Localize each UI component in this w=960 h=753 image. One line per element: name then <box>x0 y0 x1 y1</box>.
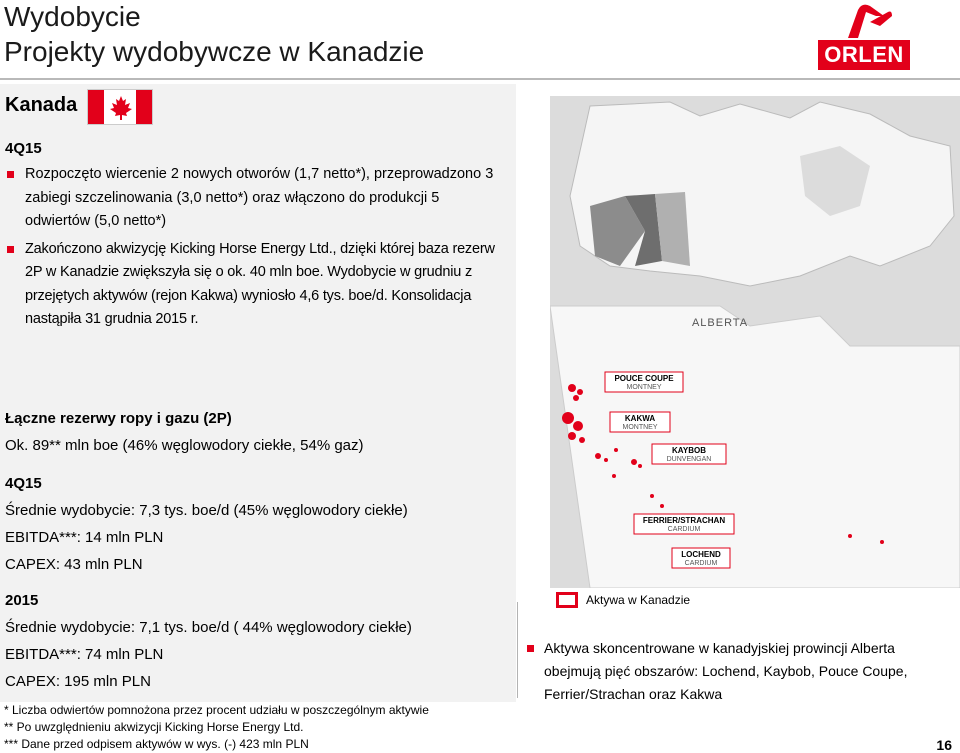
map-area-sub: MONTNEY <box>626 384 662 391</box>
orlen-logo <box>818 2 910 70</box>
map-area-name: KAYBOB <box>672 446 706 455</box>
bullet-text: Aktywa skoncentrowane w kanadyjskiej prowincji Alberta obejmują pięć obszarów: Lochend, Kaybob, Pouce Coupe, Ferrier/Strachan oraz Kakwa <box>544 640 908 702</box>
alberta-assets-map <box>550 96 960 588</box>
map-area-name: FERRIER/STRACHAN <box>642 516 726 525</box>
map-province-label: ALBERTA <box>691 317 749 329</box>
bullet-square-icon <box>7 246 14 253</box>
map-area-sub: DUNVENGAN <box>666 456 712 463</box>
legend-label: Aktywa w Kanadzie <box>586 593 691 607</box>
stats-heading-2015: 2015 <box>5 592 39 609</box>
map-area-sub: MONTNEY <box>622 424 658 431</box>
stats-heading-4q15: 4Q15 <box>5 475 42 492</box>
footnote-3: *** Dane przed odpisem aktywów w wys. (-) 423 mln PLN <box>4 737 309 751</box>
reserves-text: Ok. 89** mln boe (46% węglowodory ciekłe, 54% gaz) <box>5 437 364 454</box>
canada-flag-icon <box>87 89 153 125</box>
vertical-divider <box>517 602 518 698</box>
map-label-pouce-coupe <box>605 372 683 392</box>
stats-4q15-ebitda: EBITDA***: 14 mln PLN <box>5 529 164 546</box>
map-label-kaybob <box>652 444 726 464</box>
map-area-name: KAKWA <box>624 414 656 423</box>
country-label: Kanada <box>5 94 78 116</box>
orlen-eagle-icon <box>818 2 910 42</box>
bullet-square-icon <box>527 645 534 652</box>
map-area-name: POUCE COUPE <box>614 374 674 383</box>
map-label-kakwa <box>610 412 670 432</box>
slide-title: Wydobycie <box>4 1 141 32</box>
reserves-title: Łączne rezerwy ropy i gazu (2P) <box>5 410 232 427</box>
alberta-inset <box>550 306 960 588</box>
map-graphic <box>550 96 960 588</box>
stats-2015-capex: CAPEX: 195 mln PLN <box>5 673 151 690</box>
list-item <box>5 163 505 234</box>
stats-2015-production: Średnie wydobycie: 7,1 tys. boe/d ( 44% węglowodory ciekłe) <box>5 619 412 636</box>
bullet-text: Rozpoczęto wiercenie 2 nowych otworów (1,7 netto*), przeprowadzono 3 zabiegi szczelinowania (3,0 netto*) oraz włączono do produkcji 5 odwiertów (5,0 netto*) <box>25 166 494 229</box>
map-area-name: LOCHEND <box>681 550 721 559</box>
stats-4q15-capex: CAPEX: 43 mln PLN <box>5 556 143 573</box>
header-divider <box>0 78 960 80</box>
map-area-sub: CARDIUM <box>684 560 718 567</box>
map-label-lochend <box>672 548 730 568</box>
bullet-square-icon <box>7 171 14 178</box>
logo-wordmark: ORLEN <box>818 40 910 70</box>
slide-subtitle: Projekty wydobywcze w Kanadzie <box>4 36 425 67</box>
legend-swatch-icon <box>556 592 578 608</box>
footnote-1: * Liczba odwiertów pomnożona przez procent udziału w poszczególnym aktywie <box>4 703 429 717</box>
page-number: 16 <box>936 737 952 753</box>
bullet-text: Zakończono akwizycję Kicking Horse Energy Ltd., dzięki której baza rezerw 2P w Kanadzie zwiększyła się o ok. 40 mln boe. Wydobycie w grudniu z przejętych aktywów (rejon Kakwa) wyniosło 4,6 tys. boe/d. Konsolidacja nastąpiła 31 grudnia 2015 r. <box>25 240 495 327</box>
right-summary-bullet <box>525 637 935 706</box>
footnote-2: ** Po uwzględnieniu akwizycji Kicking Horse Energy Ltd. <box>4 720 304 734</box>
section-heading-4q15: 4Q15 <box>5 140 42 157</box>
bullet-list-4q15 <box>5 163 505 336</box>
canada-shape <box>570 102 954 286</box>
list-item <box>5 238 505 332</box>
stats-4q15-production: Średnie wydobycie: 7,3 tys. boe/d (45% węglowodory ciekłe) <box>5 502 408 519</box>
map-label-ferrier-strachan <box>634 514 734 534</box>
stats-2015-ebitda: EBITDA***: 74 mln PLN <box>5 646 164 663</box>
map-area-sub: CARDIUM <box>667 526 701 533</box>
